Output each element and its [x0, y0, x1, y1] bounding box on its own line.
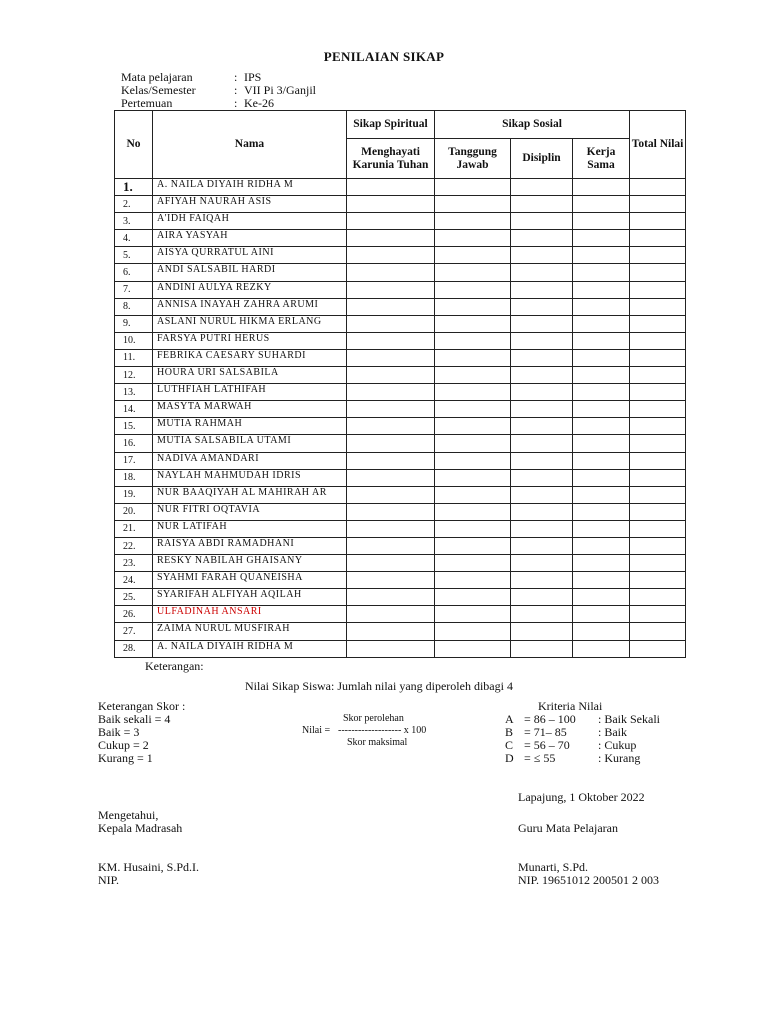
score-disiplin-cell	[511, 384, 573, 401]
header-tanggung-jawab: Tanggung Jawab	[435, 139, 511, 179]
score-spiritual-cell	[347, 298, 435, 315]
row-number: 21.	[115, 520, 153, 537]
row-number: 8.	[115, 298, 153, 315]
score-disiplin-cell	[511, 179, 573, 196]
score-total-cell	[630, 332, 686, 349]
score-total-cell	[630, 452, 686, 469]
table-row	[115, 315, 686, 332]
student-name: NUR FITRI OQTAVIA	[153, 503, 347, 520]
score-kerja-sama-cell	[573, 213, 630, 230]
row-number: 26.	[115, 606, 153, 623]
score-kerja-sama-cell	[573, 247, 630, 264]
score-total-cell	[630, 315, 686, 332]
row-number: 17.	[115, 452, 153, 469]
sign-left-nip: NIP.	[98, 873, 120, 887]
table-row	[115, 503, 686, 520]
table-row	[115, 572, 686, 589]
student-name: AISYA QURRATUL AINI	[153, 247, 347, 264]
student-name: A. NAILA DIYAIH RIDHA M	[153, 179, 347, 196]
student-name: ULFADINAH ANSARI	[153, 606, 347, 623]
score-kerja-sama-cell	[573, 640, 630, 657]
score-total-cell	[630, 572, 686, 589]
score-total-cell	[630, 196, 686, 213]
score-tanggung-jawab-cell	[435, 401, 511, 418]
score-kerja-sama-cell	[573, 367, 630, 384]
score-tanggung-jawab-cell	[435, 555, 511, 572]
score-total-cell	[630, 230, 686, 247]
score-total-cell	[630, 367, 686, 384]
formula-numerator: Skor perolehan	[343, 713, 404, 724]
student-name: MUTIA RAHMAH	[153, 418, 347, 435]
info-value: VII Pi 3/Ganjil	[244, 83, 316, 97]
table-row	[115, 367, 686, 384]
table-row	[115, 435, 686, 452]
row-number: 7.	[115, 281, 153, 298]
student-name: NUR BAAQIYAH AL MAHIRAH AR	[153, 486, 347, 503]
score-spiritual-cell	[347, 435, 435, 452]
info-label: Pertemuan	[121, 96, 173, 110]
score-disiplin-cell	[511, 298, 573, 315]
row-number: 13.	[115, 384, 153, 401]
score-spiritual-cell	[347, 213, 435, 230]
score-tanggung-jawab-cell	[435, 281, 511, 298]
score-disiplin-cell	[511, 555, 573, 572]
header-sikap-sosial: Sikap Sosial	[435, 111, 630, 139]
score-disiplin-cell	[511, 537, 573, 554]
score-disiplin-cell	[511, 264, 573, 281]
score-kerja-sama-cell	[573, 281, 630, 298]
info-label: Kelas/Semester	[121, 83, 196, 97]
row-number: 9.	[115, 315, 153, 332]
score-disiplin-cell	[511, 230, 573, 247]
score-tanggung-jawab-cell	[435, 520, 511, 537]
score-kerja-sama-cell	[573, 503, 630, 520]
score-disiplin-cell	[511, 196, 573, 213]
table-row	[115, 384, 686, 401]
student-name: SYAHMI FARAH QUANEISHA	[153, 572, 347, 589]
score-kerja-sama-cell	[573, 298, 630, 315]
row-number: 28.	[115, 640, 153, 657]
score-spiritual-cell	[347, 349, 435, 366]
score-disiplin-cell	[511, 452, 573, 469]
header-total-nilai: Total Nilai	[630, 111, 686, 179]
table-row	[115, 264, 686, 281]
row-number: 3.	[115, 213, 153, 230]
student-name: RAISYA ABDI RAMADHANI	[153, 537, 347, 554]
score-spiritual-cell	[347, 572, 435, 589]
score-disiplin-cell	[511, 401, 573, 418]
row-number: 15.	[115, 418, 153, 435]
score-spiritual-cell	[347, 230, 435, 247]
table-row	[115, 486, 686, 503]
score-spiritual-cell	[347, 452, 435, 469]
score-tanggung-jawab-cell	[435, 435, 511, 452]
score-spiritual-cell	[347, 418, 435, 435]
score-kerja-sama-cell	[573, 452, 630, 469]
header-menghayati: Menghayati Karunia Tuhan	[347, 139, 435, 179]
score-disiplin-cell	[511, 349, 573, 366]
student-name: MASYTA MARWAH	[153, 401, 347, 418]
header-no: No	[115, 111, 153, 179]
score-kerja-sama-cell	[573, 230, 630, 247]
score-spiritual-cell	[347, 469, 435, 486]
row-number: 20.	[115, 503, 153, 520]
student-name: NUR LATIFAH	[153, 520, 347, 537]
info-row-mapel	[0, 70, 768, 84]
row-number: 14.	[115, 401, 153, 418]
table-body	[115, 179, 686, 658]
table-row	[115, 623, 686, 640]
sign-left-name: KM. Husaini, S.Pd.I.	[98, 860, 200, 874]
score-kerja-sama-cell	[573, 264, 630, 281]
score-tanggung-jawab-cell	[435, 264, 511, 281]
assessment-table	[114, 110, 686, 658]
score-kerja-sama-cell	[573, 384, 630, 401]
score-total-cell	[630, 537, 686, 554]
score-total-cell	[630, 247, 686, 264]
sign-right-nip: NIP. 19651012 200501 2 003	[518, 873, 660, 887]
student-name: A. NAILA DIYAIH RIDHA M	[153, 640, 347, 657]
row-number: 2.	[115, 196, 153, 213]
student-name: SYARIFAH ALFIYAH AQILAH	[153, 589, 347, 606]
student-name: HOURA URI SALSABILA	[153, 367, 347, 384]
table-row	[115, 418, 686, 435]
info-sep: :	[234, 96, 238, 110]
score-kerja-sama-cell	[573, 486, 630, 503]
row-number: 23.	[115, 555, 153, 572]
score-tanggung-jawab-cell	[435, 247, 511, 264]
score-spiritual-cell	[347, 384, 435, 401]
student-name: ANDI SALSABIL HARDI	[153, 264, 347, 281]
score-disiplin-cell	[511, 520, 573, 537]
header-nama: Nama	[153, 111, 347, 179]
student-name: ASLANI NURUL HIKMA ERLANG	[153, 315, 347, 332]
score-total-cell	[630, 589, 686, 606]
score-total-cell	[630, 349, 686, 366]
score-spiritual-cell	[347, 401, 435, 418]
score-tanggung-jawab-cell	[435, 469, 511, 486]
info-row-kelas	[0, 83, 768, 97]
score-kerja-sama-cell	[573, 589, 630, 606]
kriteria-grade: C	[505, 738, 514, 752]
score-kerja-sama-cell	[573, 401, 630, 418]
table-row	[115, 640, 686, 657]
student-name: NAYLAH MAHMUDAH IDRIS	[153, 469, 347, 486]
score-total-cell	[630, 281, 686, 298]
score-total-cell	[630, 401, 686, 418]
kriteria-grade: A	[505, 712, 514, 726]
kriteria-desc: : Baik Sekali	[598, 712, 660, 726]
info-sep: :	[234, 70, 238, 84]
info-value: Ke-26	[244, 96, 274, 110]
table-row	[115, 230, 686, 247]
score-tanggung-jawab-cell	[435, 179, 511, 196]
score-total-cell	[630, 486, 686, 503]
score-spiritual-cell	[347, 315, 435, 332]
formula-line: ------------------- x 100	[338, 725, 427, 736]
score-tanggung-jawab-cell	[435, 486, 511, 503]
score-kerja-sama-cell	[573, 332, 630, 349]
score-tanggung-jawab-cell	[435, 452, 511, 469]
score-kerja-sama-cell	[573, 606, 630, 623]
score-total-cell	[630, 555, 686, 572]
student-name: AFIYAH NAURAH ASIS	[153, 196, 347, 213]
header-disiplin: Disiplin	[511, 139, 573, 179]
formula-text: Nilai Sikap Siswa: Jumlah nilai yang diperoleh dibagi 4	[245, 679, 513, 693]
header-kerja-sama: Kerja Sama	[573, 139, 630, 179]
table-row	[115, 196, 686, 213]
score-spiritual-cell	[347, 589, 435, 606]
kriteria-range: = 56 – 70	[524, 738, 570, 752]
score-total-cell	[630, 298, 686, 315]
score-kerja-sama-cell	[573, 418, 630, 435]
score-kerja-sama-cell	[573, 572, 630, 589]
table-row	[115, 179, 686, 196]
score-spiritual-cell	[347, 367, 435, 384]
score-spiritual-cell	[347, 520, 435, 537]
row-number: 6.	[115, 264, 153, 281]
score-disiplin-cell	[511, 589, 573, 606]
row-number: 16.	[115, 435, 153, 452]
table-row	[115, 537, 686, 554]
info-sep: :	[234, 83, 238, 97]
skor-item: Baik = 3	[98, 725, 140, 739]
header-sikap-spiritual: Sikap Spiritual	[347, 111, 435, 139]
page-title: PENILAIAN SIKAP	[323, 49, 445, 64]
score-tanggung-jawab-cell	[435, 349, 511, 366]
score-tanggung-jawab-cell	[435, 367, 511, 384]
kriteria-grade: B	[505, 725, 514, 739]
table-row	[115, 332, 686, 349]
row-number: 4.	[115, 230, 153, 247]
score-total-cell	[630, 179, 686, 196]
score-total-cell	[630, 213, 686, 230]
table-row	[115, 349, 686, 366]
score-kerja-sama-cell	[573, 469, 630, 486]
kriteria-grade: D	[505, 751, 514, 765]
kriteria-desc: : Cukup	[598, 738, 637, 752]
score-kerja-sama-cell	[573, 537, 630, 554]
row-number: 19.	[115, 486, 153, 503]
score-tanggung-jawab-cell	[435, 384, 511, 401]
row-number: 12.	[115, 367, 153, 384]
student-name: ANNISA INAYAH ZAHRA ARUMI	[153, 298, 347, 315]
info-row-pertemuan	[0, 96, 768, 110]
table-row	[115, 606, 686, 623]
score-tanggung-jawab-cell	[435, 213, 511, 230]
score-tanggung-jawab-cell	[435, 623, 511, 640]
score-disiplin-cell	[511, 640, 573, 657]
score-kerja-sama-cell	[573, 179, 630, 196]
score-tanggung-jawab-cell	[435, 315, 511, 332]
score-total-cell	[630, 384, 686, 401]
table-row	[115, 298, 686, 315]
kriteria-desc: : Baik	[598, 725, 627, 739]
score-tanggung-jawab-cell	[435, 298, 511, 315]
student-name: ANDINI AULYA REZKY	[153, 281, 347, 298]
score-disiplin-cell	[511, 623, 573, 640]
score-spiritual-cell	[347, 281, 435, 298]
score-disiplin-cell	[511, 332, 573, 349]
table-row	[115, 281, 686, 298]
score-total-cell	[630, 503, 686, 520]
skor-item: Kurang = 1	[98, 751, 153, 765]
student-name: AIRA YASYAH	[153, 230, 347, 247]
score-total-cell	[630, 640, 686, 657]
score-spiritual-cell	[347, 264, 435, 281]
score-disiplin-cell	[511, 213, 573, 230]
row-number: 5.	[115, 247, 153, 264]
score-disiplin-cell	[511, 315, 573, 332]
student-name: FEBRIKA CAESARY SUHARDI	[153, 349, 347, 366]
score-tanggung-jawab-cell	[435, 418, 511, 435]
sign-right-name: Munarti, S.Pd.	[518, 860, 589, 874]
score-tanggung-jawab-cell	[435, 572, 511, 589]
info-value: IPS	[244, 70, 262, 84]
score-spiritual-cell	[347, 640, 435, 657]
score-disiplin-cell	[511, 247, 573, 264]
sign-left-line2: Kepala Madrasah	[98, 821, 183, 835]
table-row	[115, 247, 686, 264]
row-number: 18.	[115, 469, 153, 486]
place-date: Lapajung, 1 Oktober 2022	[518, 790, 645, 804]
score-kerja-sama-cell	[573, 349, 630, 366]
score-spiritual-cell	[347, 196, 435, 213]
score-total-cell	[630, 520, 686, 537]
score-spiritual-cell	[347, 606, 435, 623]
table-row	[115, 520, 686, 537]
score-total-cell	[630, 606, 686, 623]
skor-item: Baik sekali = 4	[98, 712, 171, 726]
score-tanggung-jawab-cell	[435, 589, 511, 606]
row-number: 1.	[115, 179, 153, 196]
student-name: NADIVA AMANDARI	[153, 452, 347, 469]
student-name: MUTIA SALSABILA UTAMI	[153, 435, 347, 452]
score-total-cell	[630, 435, 686, 452]
skor-title: Keterangan Skor :	[98, 699, 186, 713]
student-name: ZAIMA NURUL MUSFIRAH	[153, 623, 347, 640]
student-name: FARSYA PUTRI HERUS	[153, 332, 347, 349]
score-tanggung-jawab-cell	[435, 640, 511, 657]
formula-label: Nilai =	[302, 725, 331, 736]
score-spiritual-cell	[347, 623, 435, 640]
score-disiplin-cell	[511, 606, 573, 623]
score-disiplin-cell	[511, 572, 573, 589]
score-disiplin-cell	[511, 486, 573, 503]
score-tanggung-jawab-cell	[435, 332, 511, 349]
score-spiritual-cell	[347, 503, 435, 520]
score-kerja-sama-cell	[573, 315, 630, 332]
row-number: 27.	[115, 623, 153, 640]
score-disiplin-cell	[511, 281, 573, 298]
table-row	[115, 469, 686, 486]
score-kerja-sama-cell	[573, 520, 630, 537]
table-row	[115, 555, 686, 572]
kriteria-range: = 71– 85	[524, 725, 567, 739]
student-name: A'IDH FAIQAH	[153, 213, 347, 230]
score-kerja-sama-cell	[573, 196, 630, 213]
row-number: 11.	[115, 349, 153, 366]
score-kerja-sama-cell	[573, 435, 630, 452]
score-spiritual-cell	[347, 555, 435, 572]
row-number: 24.	[115, 572, 153, 589]
table-row	[115, 452, 686, 469]
score-tanggung-jawab-cell	[435, 196, 511, 213]
sign-left-line1: Mengetahui,	[98, 808, 159, 822]
sign-right-line2: Guru Mata Pelajaran	[518, 821, 618, 835]
score-spiritual-cell	[347, 332, 435, 349]
kriteria-desc: : Kurang	[598, 751, 641, 765]
score-total-cell	[630, 264, 686, 281]
score-disiplin-cell	[511, 503, 573, 520]
score-total-cell	[630, 418, 686, 435]
score-total-cell	[630, 623, 686, 640]
score-disiplin-cell	[511, 418, 573, 435]
student-name: RESKY NABILAH GHAISANY	[153, 555, 347, 572]
score-total-cell	[630, 469, 686, 486]
score-spiritual-cell	[347, 179, 435, 196]
score-tanggung-jawab-cell	[435, 230, 511, 247]
score-tanggung-jawab-cell	[435, 503, 511, 520]
score-disiplin-cell	[511, 469, 573, 486]
skor-item: Cukup = 2	[98, 738, 149, 752]
score-spiritual-cell	[347, 486, 435, 503]
row-number: 10.	[115, 332, 153, 349]
table-row	[115, 213, 686, 230]
score-tanggung-jawab-cell	[435, 606, 511, 623]
score-kerja-sama-cell	[573, 555, 630, 572]
kriteria-range: = 86 – 100	[524, 712, 576, 726]
score-disiplin-cell	[511, 435, 573, 452]
score-spiritual-cell	[347, 247, 435, 264]
formula-denominator: Skor maksimal	[347, 737, 408, 748]
row-number: 25.	[115, 589, 153, 606]
keterangan-label: Keterangan:	[145, 659, 204, 673]
score-spiritual-cell	[347, 537, 435, 554]
score-disiplin-cell	[511, 367, 573, 384]
row-number: 22.	[115, 537, 153, 554]
kriteria-title: Kriteria Nilai	[538, 699, 603, 713]
table-row	[115, 589, 686, 606]
score-tanggung-jawab-cell	[435, 537, 511, 554]
info-label: Mata pelajaran	[121, 70, 193, 84]
score-kerja-sama-cell	[573, 623, 630, 640]
table-row	[115, 401, 686, 418]
kriteria-range: = ≤ 55	[524, 751, 556, 765]
student-name: LUTHFIAH LATHIFAH	[153, 384, 347, 401]
